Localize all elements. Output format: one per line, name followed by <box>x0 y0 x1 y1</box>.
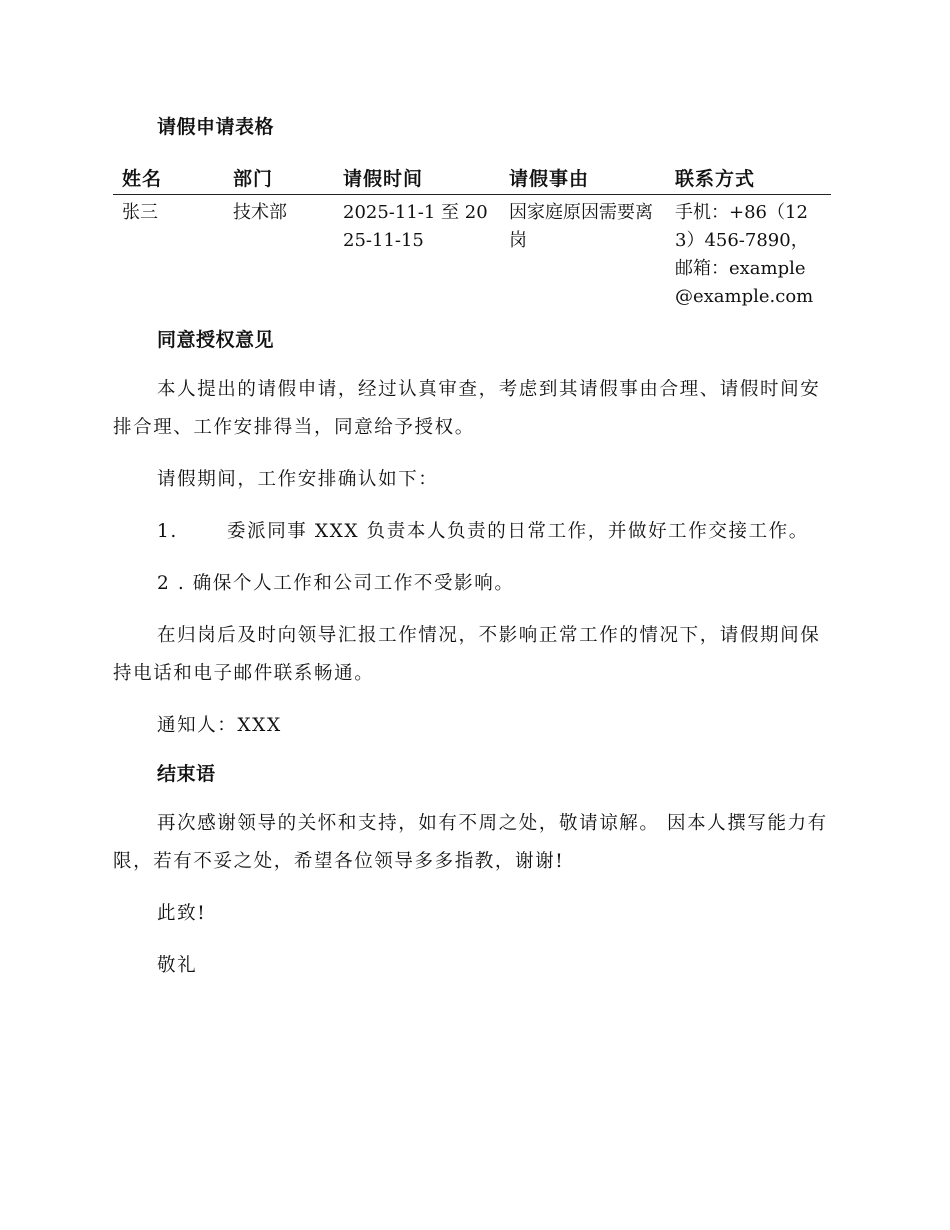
approval-paragraph: 本人提出的请假申请，经过认真审查，考虑到其请假事由合理、请假时间安排合理、工作安排得当，同意给予授权。 <box>113 379 821 438</box>
closing-title: 结束语 <box>157 763 216 785</box>
notifier-line: 通知人：XXX <box>157 715 282 736</box>
closing-paragraph: 再次感谢领导的关怀和支持，如有不周之处，敬请谅解。 因本人撰写能力有限，若有不妥之处，希望各位领导多多指教，谢谢! <box>113 813 828 872</box>
closing-line-2: 敬礼 <box>157 955 198 976</box>
cell-department: 技术部 <box>233 202 287 223</box>
document-body <box>113 112 831 999</box>
table-header-row <box>113 166 831 195</box>
arrangement-intro: 请假期间，工作安排确认如下： <box>157 469 439 490</box>
arrangement-item-1 <box>113 513 831 551</box>
return-paragraph: 在归岗后及时向领导汇报工作情况，不影响正常工作的情况下，请假期间保持电话和电子邮件联系畅通。 <box>113 625 821 684</box>
cell-reason: 因家庭原因需要离岗 <box>509 202 653 251</box>
arrangement-item-2: 2 . 确保个人工作和公司工作不受影响。 <box>157 573 515 594</box>
cell-period: 2025-11-1 至 2025-11-15 <box>343 202 488 251</box>
cell-name: 张三 <box>122 202 158 223</box>
header-period: 请假时间 <box>334 166 500 195</box>
header-contact: 联系方式 <box>666 166 831 195</box>
table-row <box>113 195 831 312</box>
leave-table <box>113 166 831 311</box>
item-text: 委派同事 XXX 负责本人负责的日常工作，并做好工作交接工作。 <box>227 521 809 542</box>
form-title: 请假申请表格 <box>157 116 275 138</box>
header-department: 部门 <box>224 166 334 195</box>
approval-title: 同意授权意见 <box>157 329 275 351</box>
header-reason: 请假事由 <box>500 166 666 195</box>
closing-line-1: 此致! <box>157 903 207 924</box>
item-number: 1. <box>157 521 178 542</box>
cell-contact: 手机：+86（123）456-7890，邮箱：example@example.com <box>675 202 814 307</box>
header-name: 姓名 <box>113 166 224 195</box>
